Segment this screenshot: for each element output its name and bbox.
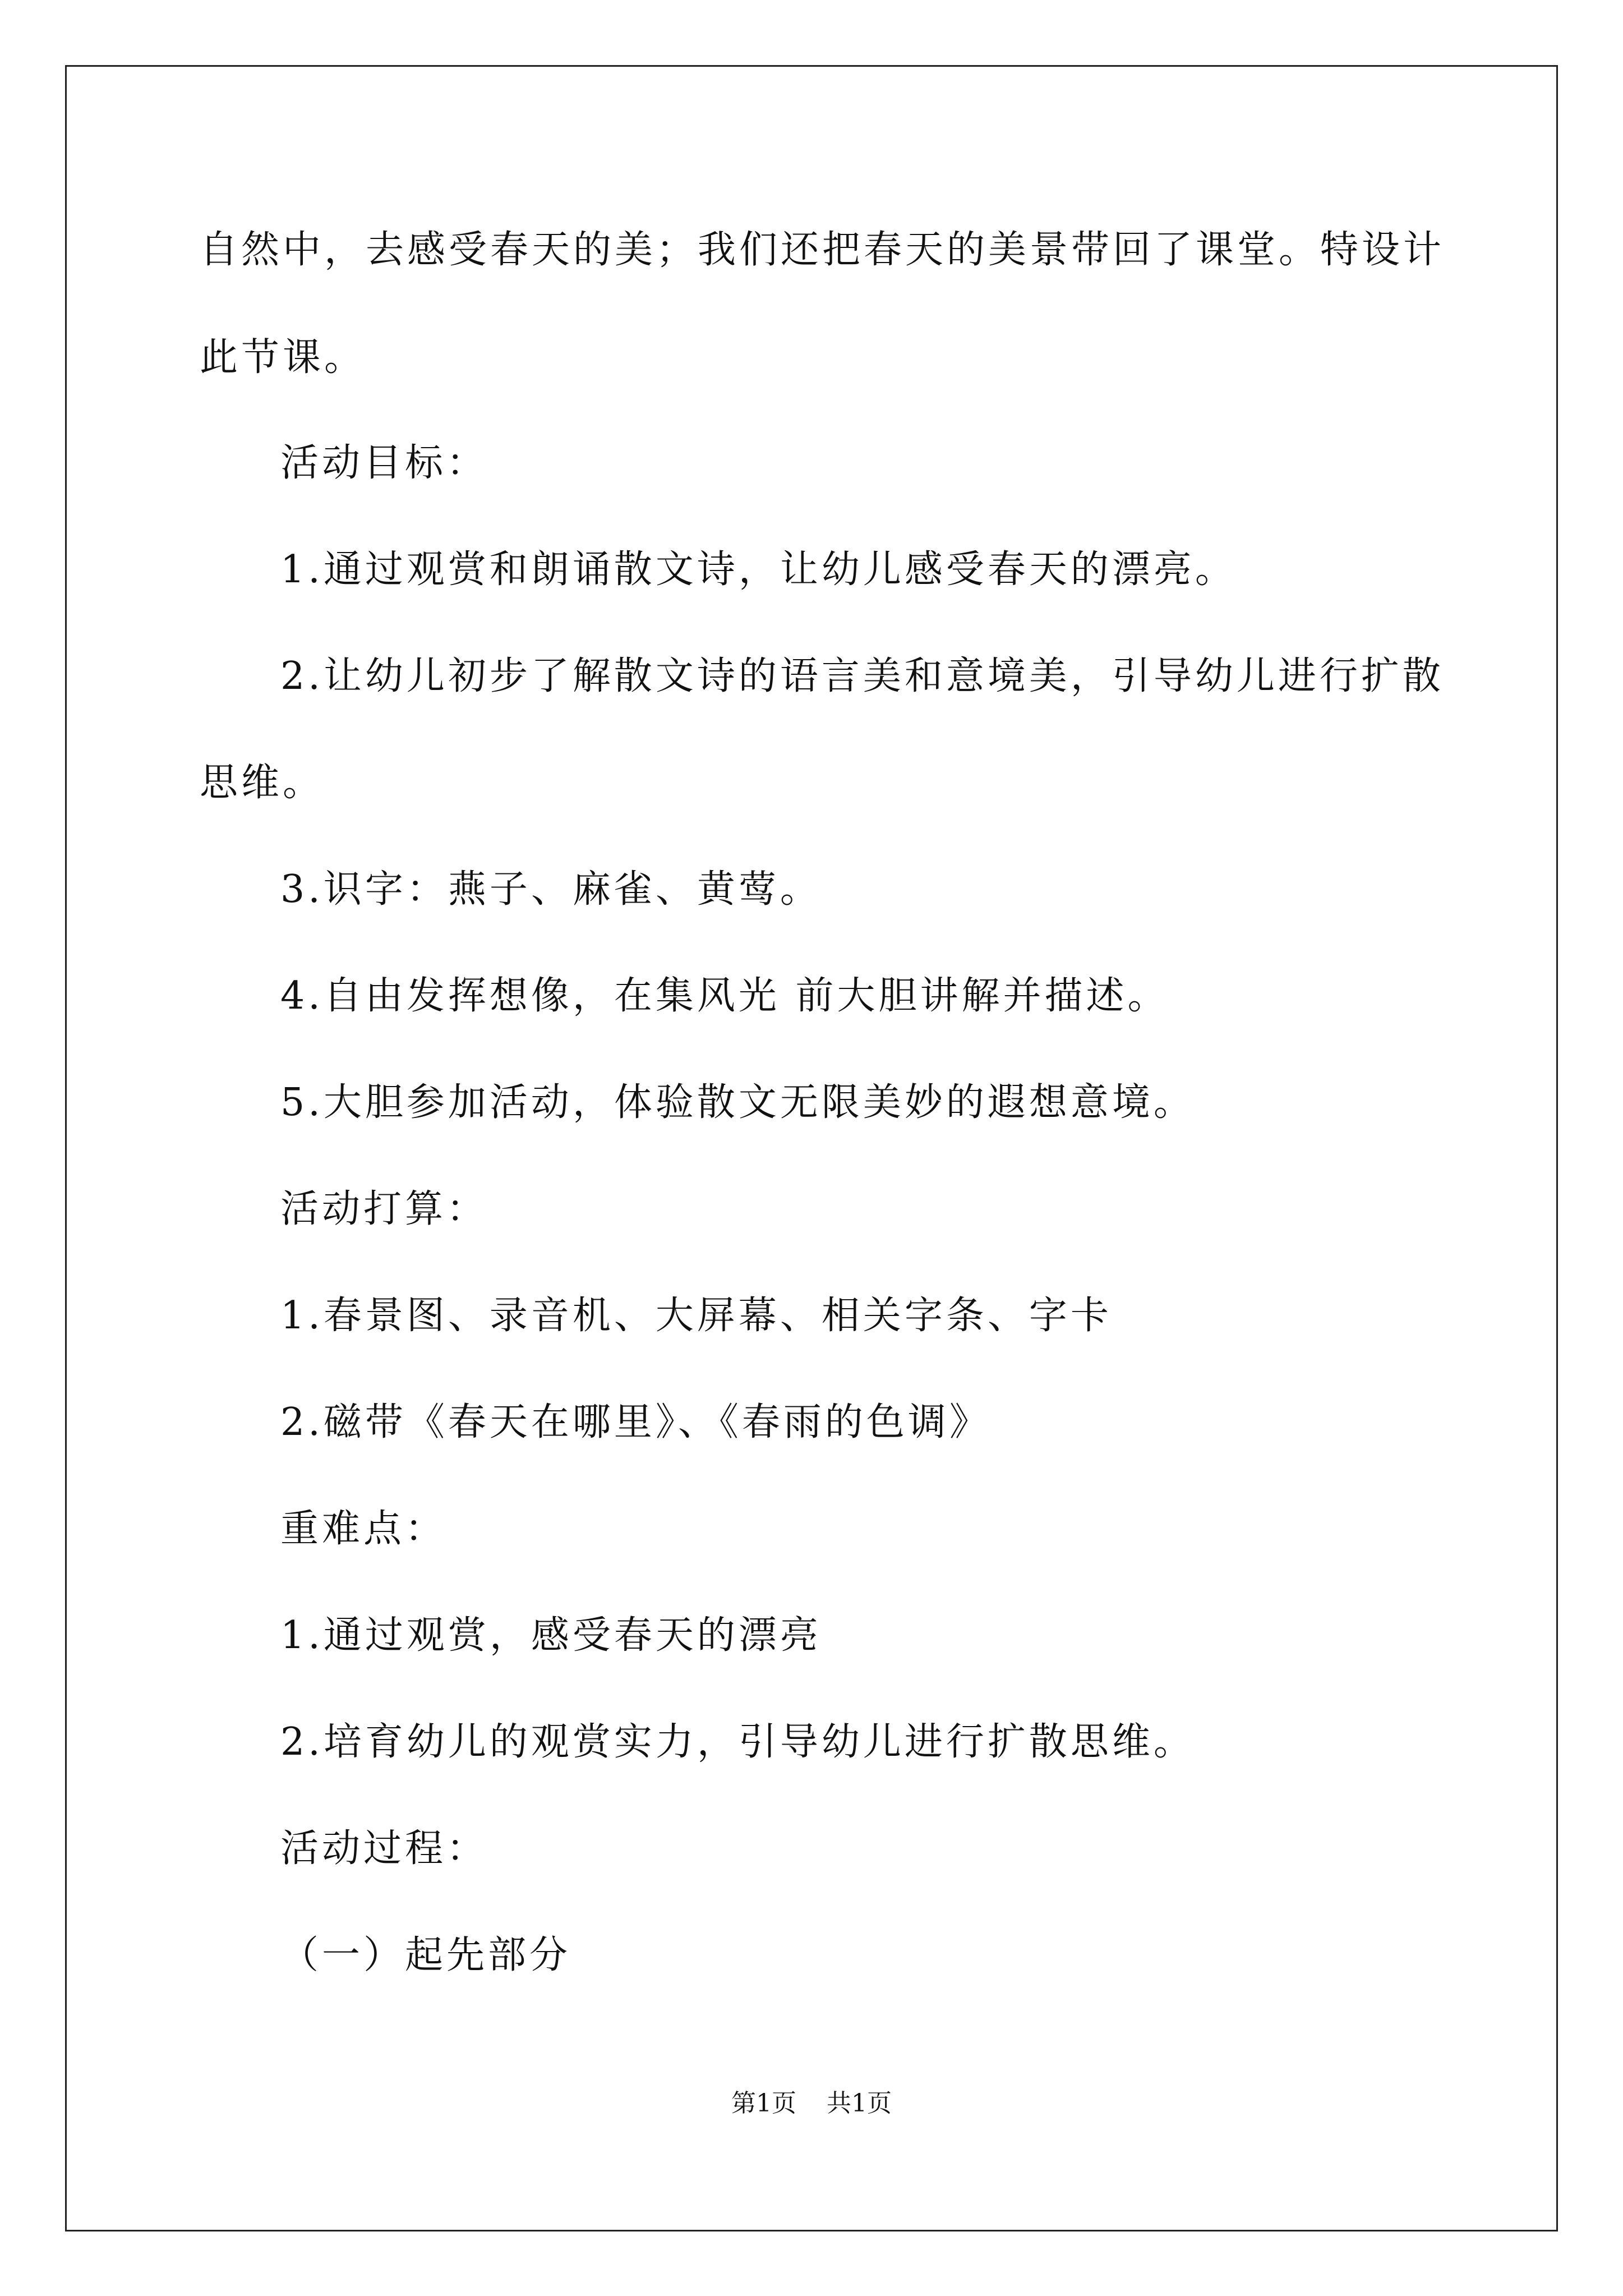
body-line-2: 此节课。: [200, 335, 366, 380]
page-footer: [0, 2091, 1623, 2116]
section-heading-objectives: 活动目标：: [280, 441, 488, 485]
page-number: 第1页: [731, 2089, 796, 2118]
objective-item-3: 3.识字：燕子、麻雀、黄莺。: [280, 867, 822, 912]
key-point-item-1: 1.通过观赏，感受春天的漂亮: [280, 1613, 822, 1658]
page-border: [65, 65, 1558, 2231]
section-heading-key-points: 重难点：: [280, 1507, 447, 1551]
page-total: 共1页: [827, 2089, 892, 2118]
section-heading-process: 活动过程：: [280, 1826, 488, 1871]
objective-item-2: 2.让幼儿初步了解散文诗的语言美和意境美，引导幼儿进行扩散: [280, 654, 1444, 698]
objective-item-1: 1.通过观赏和朗诵散文诗，让幼儿感受春天的漂亮。: [280, 547, 1237, 592]
section-heading-preparation: 活动打算：: [280, 1187, 488, 1231]
objective-item-4: 4.自由发挥想像，在集风光 前大胆讲解并描述。: [280, 974, 1169, 1018]
objective-item-2-cont: 思维。: [200, 761, 325, 805]
preparation-item-2: 2.磁带《春天在哪里》、《春雨的色调》: [280, 1400, 991, 1444]
key-point-item-2: 2.培育幼儿的观赏实力，引导幼儿进行扩散思维。: [280, 1720, 1195, 1764]
preparation-item-1: 1.春景图、录音机、大屏幕、相关字条、字卡: [280, 1294, 1112, 1338]
body-line-1: 自然中，去感受春天的美；我们还把春天的美景带回了课堂。特设计: [200, 228, 1445, 272]
objective-item-5: 5.大胆参加活动，体验散文无限美妙的遐想意境。: [280, 1080, 1195, 1125]
process-part-1: （一）起先部分: [280, 1933, 571, 1977]
